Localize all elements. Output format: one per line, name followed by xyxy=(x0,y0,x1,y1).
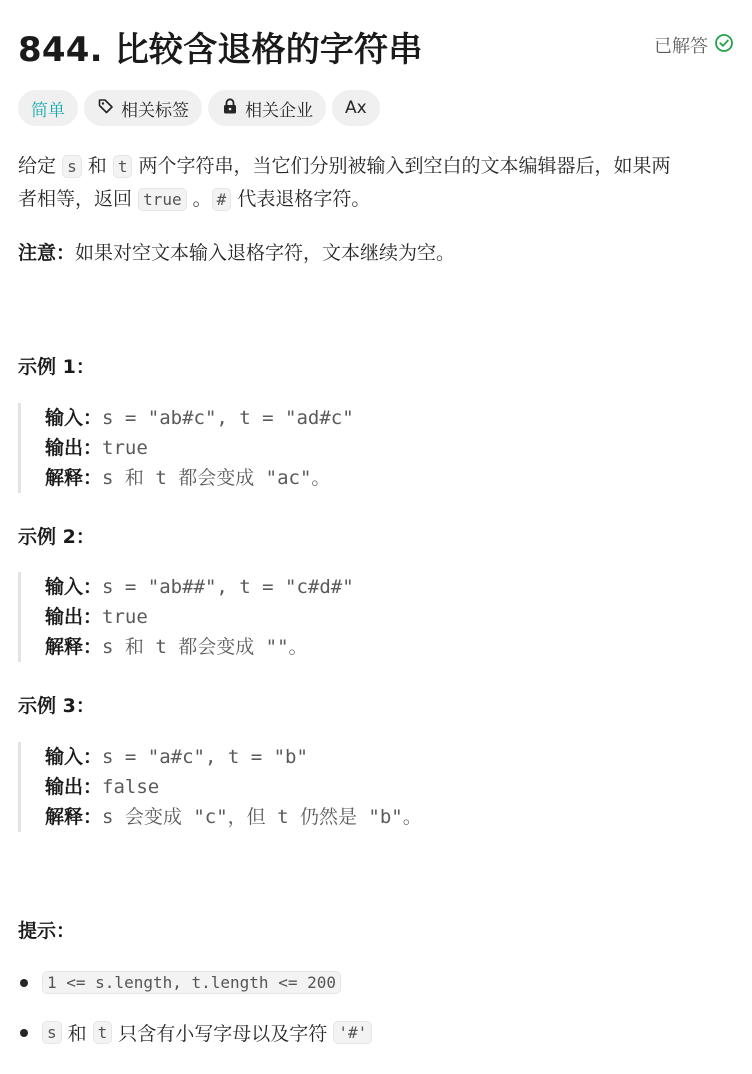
inline-code-s: s xyxy=(42,1021,62,1044)
desc-text: 两个字符串，当它们分别被输入到空白的文本编辑器后，如果两 xyxy=(138,155,671,177)
related-companies-label: 相关企业 xyxy=(245,100,313,121)
inline-code-hash: '#' xyxy=(333,1021,372,1044)
output-value: true xyxy=(102,437,148,459)
check-circle-icon xyxy=(714,33,734,58)
explanation-label: 解释： xyxy=(45,806,103,828)
output-value: true xyxy=(102,606,148,628)
desc-text: 和 xyxy=(87,155,107,177)
desc-text: 。 xyxy=(192,188,212,210)
desc-text: 者相等，返回 xyxy=(18,188,133,210)
tag-icon xyxy=(97,97,115,120)
bullet xyxy=(20,979,28,987)
hint-item-2 xyxy=(18,1019,372,1046)
inline-code-hash: # xyxy=(212,188,232,211)
solved-label: 已解答 xyxy=(654,36,708,57)
hint-item-1 xyxy=(18,971,341,994)
explanation-text: s 和 t 都会变成 "ac"。 xyxy=(102,467,331,489)
tag-row xyxy=(18,90,380,126)
input-value: s = "ab#c", t = "ad#c" xyxy=(102,407,354,429)
solved-status xyxy=(654,32,734,58)
explanation-label: 解释： xyxy=(45,636,103,658)
example-2-title: 示例 2： xyxy=(18,526,95,548)
explanation-text: s 会变成 "c"，但 t 仍然是 "b"。 xyxy=(102,806,422,828)
difficulty-label: 简单 xyxy=(31,100,65,121)
hint-text: 只含有小写字母以及字符 xyxy=(118,1023,328,1045)
example-1-block xyxy=(18,403,718,493)
output-label: 输出： xyxy=(45,606,103,628)
inline-code-t: t xyxy=(93,1021,113,1044)
explanation-label: 解释： xyxy=(45,467,103,489)
related-topics-label: 相关标签 xyxy=(121,100,189,121)
input-label: 输入： xyxy=(45,576,103,598)
output-label: 输出： xyxy=(45,437,103,459)
input-value: s = "a#c", t = "b" xyxy=(102,746,308,768)
hint-text: 和 xyxy=(67,1023,87,1045)
related-companies-tag[interactable] xyxy=(208,90,326,126)
input-label: 输入： xyxy=(45,746,103,768)
constraint-code: 1 <= s.length, t.length <= 200 xyxy=(42,971,341,994)
input-label: 输入： xyxy=(45,407,103,429)
desc-text: 给定 xyxy=(18,155,57,177)
inline-code-s: s xyxy=(62,155,82,178)
lock-icon xyxy=(221,97,239,120)
output-value: false xyxy=(102,776,160,798)
desc-text: 代表退格字符。 xyxy=(237,188,371,210)
example-1-title: 示例 1： xyxy=(18,356,95,378)
hints-title: 提示： xyxy=(18,920,76,942)
description-paragraph xyxy=(18,150,734,216)
inline-code-true: true xyxy=(138,188,187,211)
difficulty-tag[interactable] xyxy=(18,90,78,126)
note-label: 注意： xyxy=(18,242,76,264)
output-label: 输出： xyxy=(45,776,103,798)
inline-code-t: t xyxy=(113,155,133,178)
example-2-block xyxy=(18,572,718,662)
explanation-text: s 和 t 都会变成 ""。 xyxy=(102,636,308,658)
translate-icon: Ax xyxy=(345,98,367,118)
note-paragraph xyxy=(18,237,734,269)
input-value: s = "ab##", t = "c#d#" xyxy=(102,576,354,598)
translate-tag[interactable] xyxy=(332,90,380,126)
bullet xyxy=(20,1029,28,1037)
example-3-title: 示例 3： xyxy=(18,695,95,717)
problem-title: 844. 比较含退格的字符串 xyxy=(18,30,423,70)
example-3-block xyxy=(18,742,718,832)
note-text: 如果对空文本输入退格字符，文本继续为空。 xyxy=(75,242,456,264)
title-row xyxy=(18,22,734,70)
related-topics-tag[interactable] xyxy=(84,90,202,126)
